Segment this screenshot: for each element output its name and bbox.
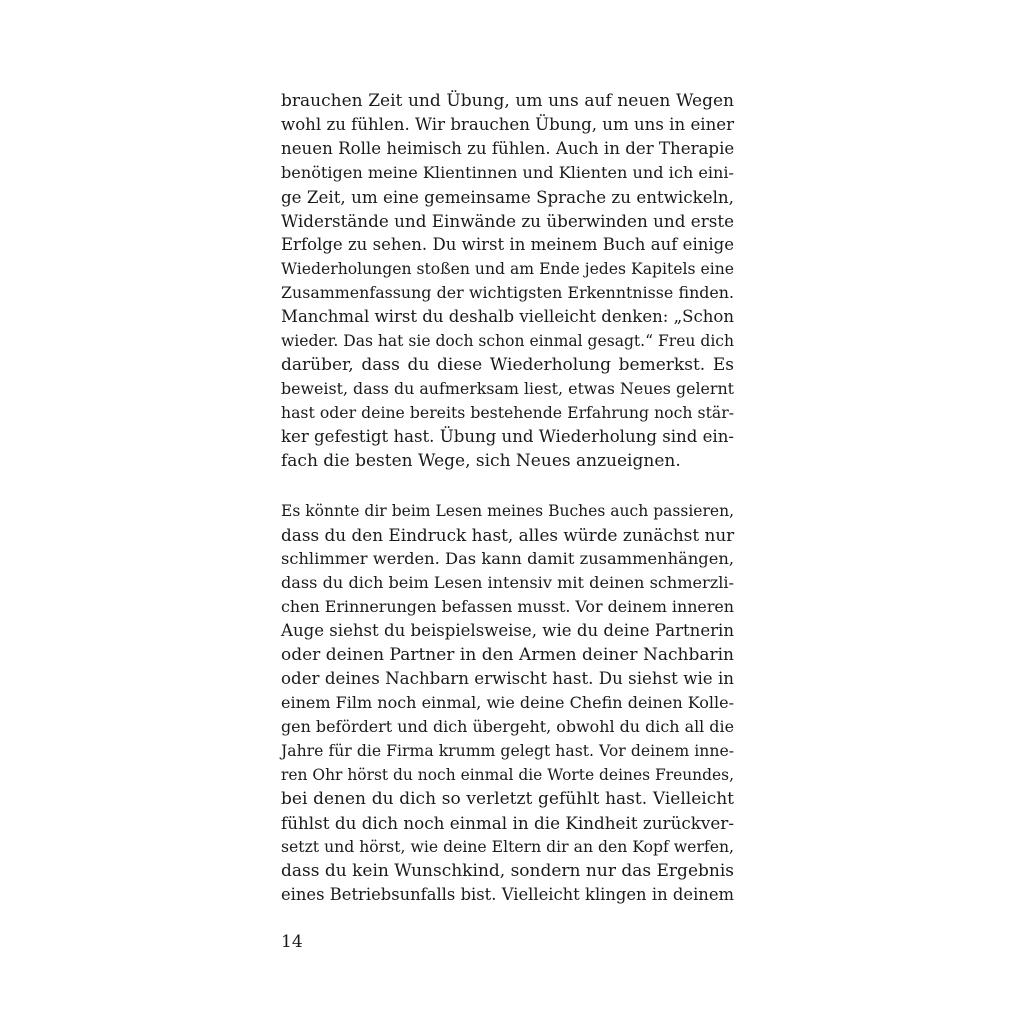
text-line: gen befördert und dich übergeht, obwohl du dich all die: [281, 717, 734, 736]
text-line: hast oder deine bereits bestehende Erfahrung noch stär-: [281, 403, 734, 422]
text-line: benötigen meine Klientinnen und Klienten und ich eini-: [281, 163, 734, 182]
text-line: wieder. Das hat sie doch schon einmal gesagt.“ Freu dich: [281, 332, 735, 350]
text-line: fach die besten Wege, sich Neues anzueignen.: [281, 451, 681, 471]
paragraph: [281, 89, 734, 473]
text-line: Es könnte dir beim Lesen meines Buches auch passieren,: [281, 502, 734, 520]
text-line: Jahre für die Firma krumm gelegt hast. Vor deinem inne-: [281, 741, 734, 760]
page-number: 14: [281, 932, 303, 952]
text-line: setzt und hörst, wie deine Eltern dir an den Kopf werfen,: [281, 837, 734, 856]
text-line: schlimmer werden. Das kann damit zusammenhängen,: [281, 549, 734, 568]
text-line: ge Zeit, um eine gemeinsame Sprache zu entwickeln,: [281, 187, 734, 207]
text-line: eines Betriebsunfalls bist. Vielleicht klingen in deinem: [281, 885, 734, 904]
text-line: neuen Rolle heimisch zu fühlen. Auch in der Therapie: [281, 139, 735, 158]
text-line: Widerstände und Einwände zu überwinden und erste: [281, 211, 734, 231]
text-line: dass du kein Wunschkind, sondern nur das Ergebnis: [281, 861, 734, 881]
text-line: fühlst du dich noch einmal in die Kindheit zurückver-: [281, 813, 734, 833]
text-line: dass du dich beim Lesen intensiv mit deinen schmerzli-: [281, 573, 734, 592]
text-line: bei denen du dich so verletzt gefühlt hast. Vielleicht: [281, 789, 734, 809]
paragraph: [281, 499, 734, 907]
text-line: oder deines Nachbarn erwischt hast. Du siehst wie in: [281, 669, 734, 688]
text-line: dass du den Eindruck hast, alles würde zunächst nur: [281, 525, 735, 545]
text-line: Erfolge zu sehen. Du wirst in meinem Buch auf einige: [281, 235, 734, 254]
text-line: Manchmal wirst du deshalb vielleicht denken: „Schon: [281, 307, 735, 326]
text-line: ren Ohr hörst du noch einmal die Worte deines Freundes,: [281, 766, 734, 784]
text-line: einem Film noch einmal, wie deine Chefin deinen Kolle-: [281, 693, 734, 712]
text-line: beweist, dass du aufmerksam liest, etwas Neues gelernt: [281, 379, 734, 398]
text-line: wohl zu fühlen. Wir brauchen Übung, um uns in einer: [281, 115, 734, 134]
text-line: ker gefestigt hast. Übung und Wiederholung sind ein-: [281, 427, 734, 446]
text-line: chen Erinnerungen befassen musst. Vor deinem inneren: [281, 597, 734, 616]
text-line: Zusammenfassung der wichtigsten Erkenntnisse finden.: [281, 283, 734, 302]
text-line: oder deinen Partner in den Armen deiner Nachbarin: [281, 645, 734, 665]
text-line: brauchen Zeit und Übung, um uns auf neuen Wegen: [281, 91, 734, 111]
text-line: Auge siehst du beispielsweise, wie du deine Partnerin: [281, 621, 734, 640]
text-line: darüber, dass du diese Wiederholung bemerkst. Es: [281, 355, 734, 375]
text-line: Wiederholungen stoßen und am Ende jedes Kapitels eine: [281, 260, 734, 278]
